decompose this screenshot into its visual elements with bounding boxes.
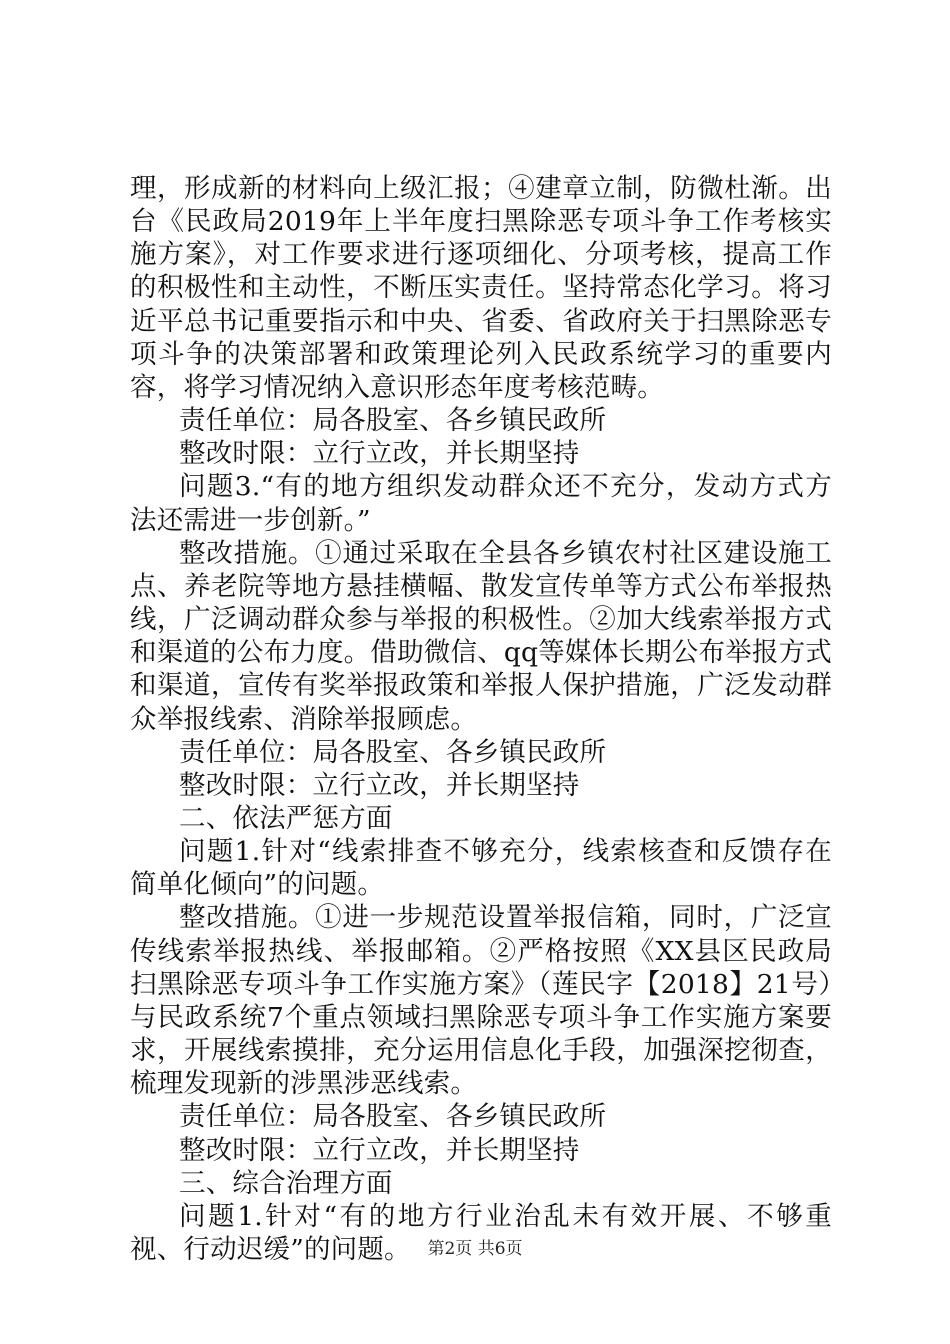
- body-paragraph: 责任单位：局各股室、各乡镇民政所: [179, 1101, 607, 1133]
- body-paragraph: 问题3.“有的地方组织发动群众还不充分，发动方式方法还需进一步创新。”: [130, 471, 832, 536]
- body-paragraph: 责任单位：局各股室、各乡镇民政所: [179, 405, 607, 437]
- body-paragraph: 整改时限：立行立改，并长期坚持: [179, 1134, 580, 1166]
- body-paragraph: 理，形成新的材料向上级汇报；④建章立制，防微杜渐。出台《民政局2019年上半年度扫黑除恶专项斗争工作考核实施方案》，对工作要求进行逐项细化、分项考核，提高工作的积极性和主动性，不断压实责任。坚持常态化学习。将习近平总书记重要指示和中央、省委、省政府关于扫黑除恶专项斗争的决策部署和政策理论列入民政系统学习的重要内容，将学习情况纳入意识形态年度考核范畴。: [130, 173, 832, 403]
- body-paragraph: 整改时限：立行立改，并长期坚持: [179, 769, 580, 801]
- body-paragraph: 问题1.针对“线索排查不够充分，线索核查和反馈存在简单化倾向”的问题。: [130, 836, 832, 901]
- page-number-footer: 第2页 共6页: [427, 1239, 523, 1259]
- body-paragraph: 责任单位：局各股室、各乡镇民政所: [179, 736, 607, 768]
- body-paragraph: 问题1.针对“有的地方行业治乱未有效开展、不够重视、行动迟缓”的问题。: [130, 1200, 832, 1265]
- body-paragraph: 整改时限：立行立改，并长期坚持: [179, 438, 580, 470]
- body-paragraph: 二、依法严惩方面: [179, 802, 393, 834]
- document-body: [130, 172, 832, 1266]
- body-paragraph: 三、综合治理方面: [179, 1167, 393, 1199]
- body-paragraph: 整改措施。①通过采取在全县各乡镇农村社区建设施工点、养老院等地方悬挂横幅、散发宣传单等方式公布举报热线，广泛调动群众参与举报的积极性。②加大线索举报方式和渠道的公布力度。借助微信、qq等媒体长期公布举报方式和渠道，宣传有奖举报政策和举报人保护措施，广泛发动群众举报线索、消除举报顾虑。: [130, 537, 832, 735]
- body-paragraph: 整改措施。①进一步规范设置举报信箱，同时，广泛宣传线索举报热线、举报邮箱。②严格按照《XX县区民政局扫黑除恶专项斗争工作实施方案》（莲民字【2018】21号）与民政系统7个重点领域扫黑除恶专项斗争工作实施方案要求，开展线索摸排，充分运用信息化手段，加强深挖彻查，梳理发现新的涉黑涉恶线索。: [130, 902, 832, 1100]
